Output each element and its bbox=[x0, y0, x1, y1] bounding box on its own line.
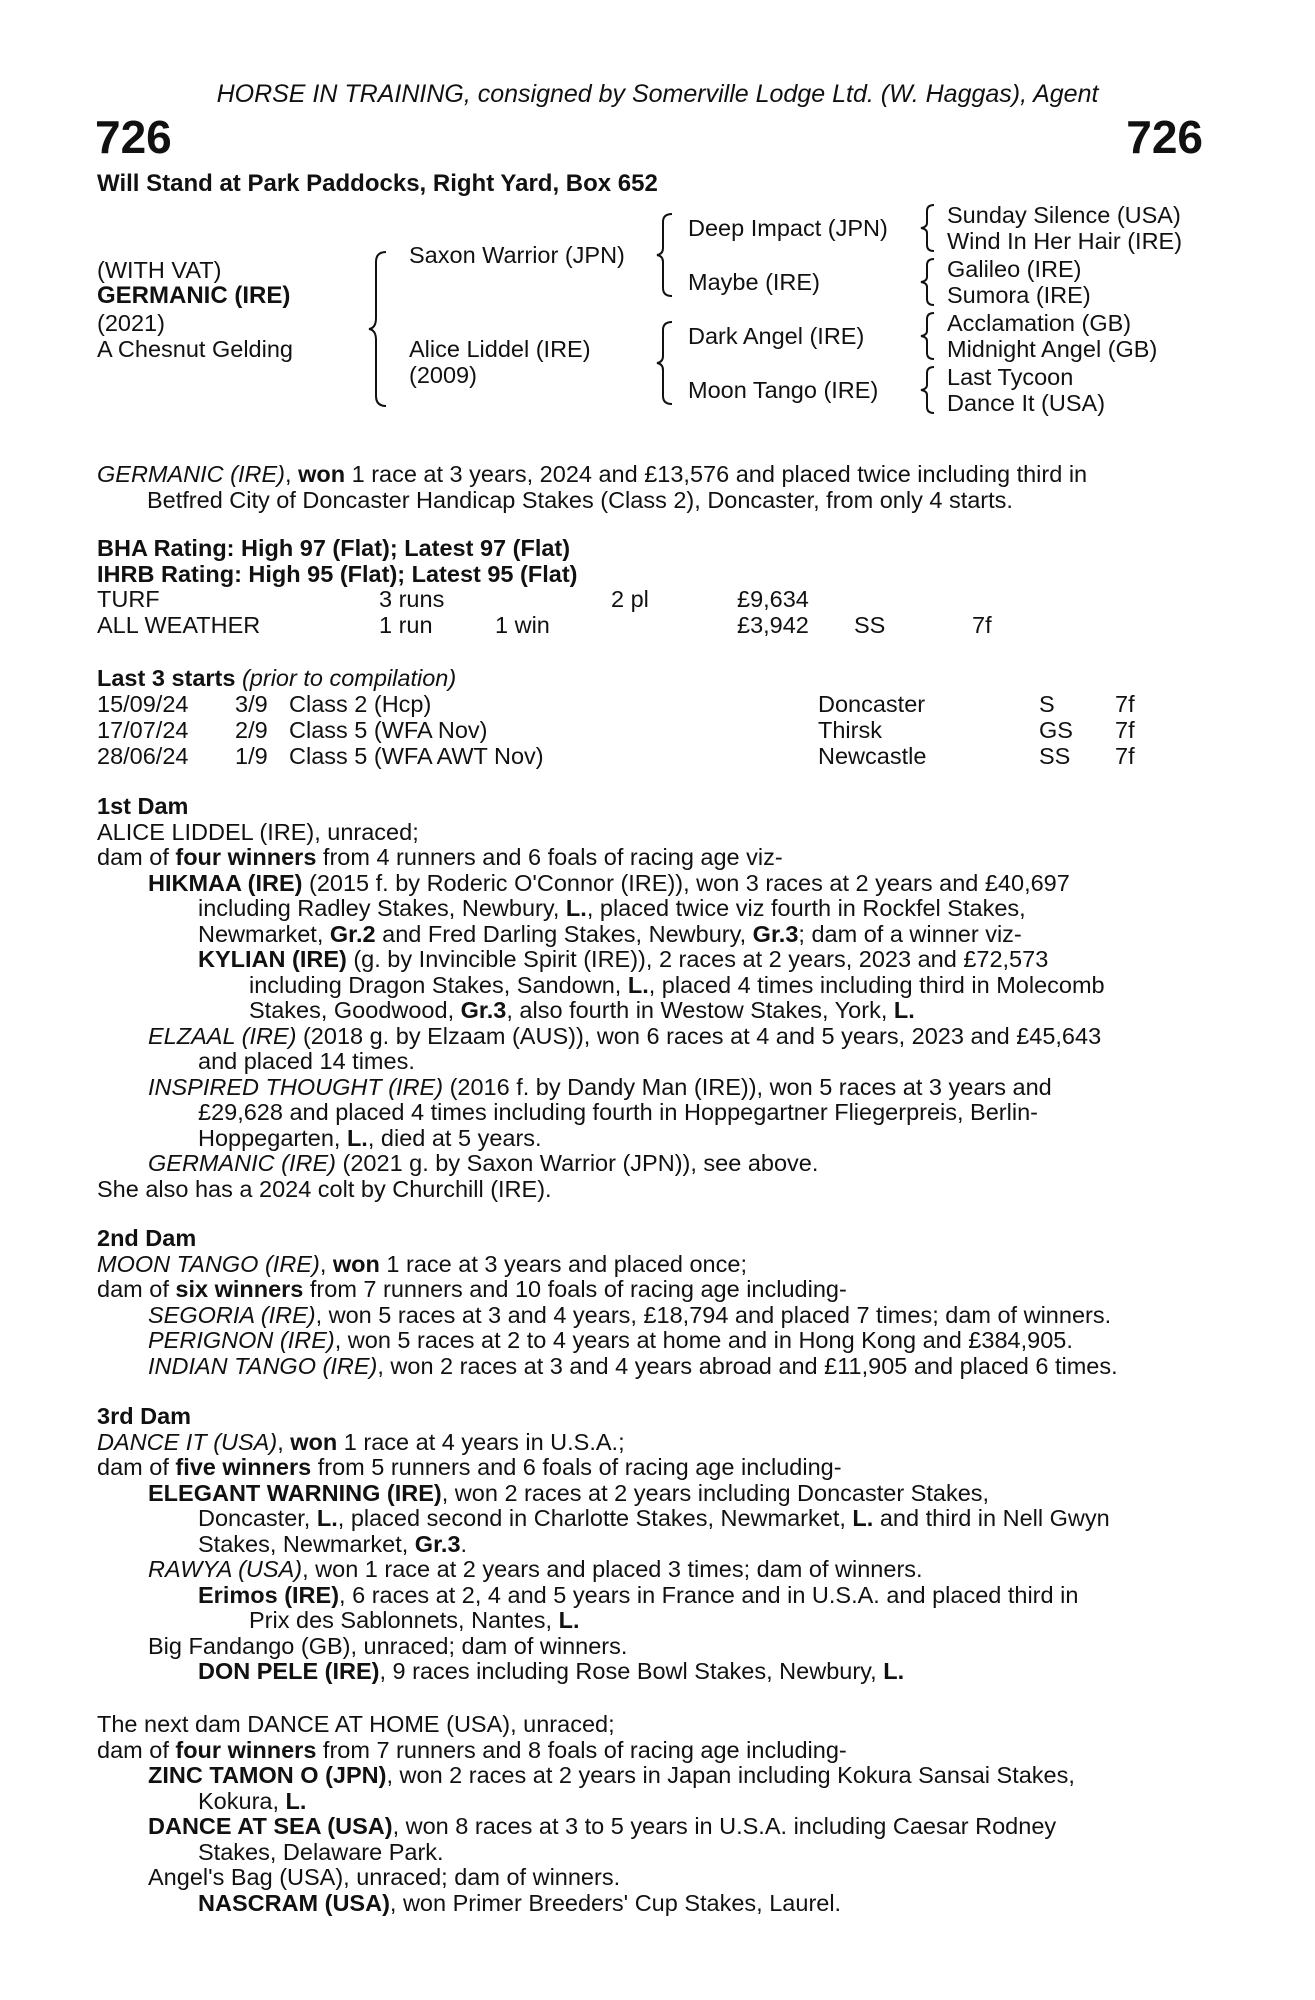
last-starts-table bbox=[97, 692, 1207, 770]
ratings-table bbox=[97, 587, 1207, 639]
indian-tango-line: INDIAN TANGO (IRE), won 2 races at 3 and 4 years abroad and £11,905 and placed 6 times. bbox=[148, 1352, 1118, 1379]
second-dam-line-2: dam of six winners from 7 runners and 10 foals of racing age including- bbox=[97, 1276, 847, 1302]
start-going: GS bbox=[1039, 717, 1073, 743]
race-summary: GERMANIC (IRE), won 1 race at 3 years, 2024 and £13,576 and placed twice including third in Betfred City of Doncaster Handicap Stakes (Class 2), Doncaster, from only 4 starts. bbox=[97, 462, 1207, 513]
stand-location: Will Stand at Park Paddocks, Right Yard, Box 652 bbox=[97, 170, 658, 197]
perignon-line: PERIGNON (IRE), won 5 races at 2 to 4 years at home and in Hong Kong and £384,905. bbox=[148, 1327, 1073, 1353]
start-date: 17/07/24 bbox=[97, 717, 189, 743]
sire-sire: Deep Impact (JPN) bbox=[688, 215, 888, 241]
dam-sire: Dark Angel (IRE) bbox=[688, 323, 865, 349]
rawya-line: RAWYA (USA), won 1 race at 2 years and placed 3 times; dam of winners. bbox=[148, 1556, 923, 1582]
brace-sd bbox=[918, 256, 938, 308]
horse-name: GERMANIC (IRE) bbox=[97, 282, 291, 309]
start-race: Class 2 (Hcp) bbox=[289, 691, 432, 717]
first-dam-line-1: ALICE LIDDEL (IRE), unraced; bbox=[97, 818, 419, 845]
third-dam-title: 3rd Dam bbox=[97, 1403, 192, 1429]
ratings-row-going: SS bbox=[854, 612, 886, 638]
start-going: S bbox=[1039, 691, 1055, 717]
ratings-row-money: £9,634 bbox=[737, 586, 809, 612]
kylian-line-2: including Dragon Stakes, Sandown, L., placed 4 times including third in Molecomb bbox=[249, 971, 1105, 998]
dance-at-sea-line-2: Stakes, Delaware Park. bbox=[198, 1838, 444, 1865]
gg-dam-1: Wind In Her Hair (IRE) bbox=[947, 228, 1183, 254]
bha-rating: BHA Rating: High 97 (Flat); Latest 97 (Flat) bbox=[97, 535, 571, 561]
hikmaa-line-1: HIKMAA (IRE) (2015 f. by Roderic O'Connor (IRE)), won 3 races at 2 years and £40,697 bbox=[148, 869, 1070, 896]
summary-won: won bbox=[298, 461, 346, 487]
ratings-row-wins: 1 win bbox=[495, 612, 550, 638]
ratings-row-runs: 1 run bbox=[379, 612, 433, 638]
sire-dam: Maybe (IRE) bbox=[688, 269, 820, 295]
elzaal-line-2: and placed 14 times. bbox=[198, 1048, 415, 1074]
gg-dam-4: Dance It (USA) bbox=[947, 390, 1106, 416]
first-dam-section bbox=[97, 794, 1207, 1202]
ratings-section bbox=[97, 536, 1207, 587]
start-dist: 7f bbox=[1115, 717, 1135, 743]
elegant-warning-line-2: Doncaster, L., placed second in Charlotte Stakes, Newmarket, L. and third in Nell Gwyn bbox=[198, 1505, 1110, 1531]
first-dam-also: She also has a 2024 colt by Churchill (IRE). bbox=[97, 1175, 552, 1202]
start-going: SS bbox=[1039, 743, 1071, 769]
zinc-tamon-line-1: ZINC TAMON O (JPN), won 2 races at 2 years in Japan including Kokura Sansai Stakes, bbox=[148, 1762, 1075, 1788]
start-position: 2/9 bbox=[235, 717, 268, 743]
third-dam-line-1: DANCE IT (USA), won 1 race at 4 years in U.S.A.; bbox=[97, 1428, 625, 1455]
dam-dam: Moon Tango (IRE) bbox=[688, 377, 879, 403]
inspired-line-2: £29,628 and placed 4 times including fourth in Hoppegartner Fliegerpreis, Berlin- bbox=[198, 1099, 1038, 1125]
next-dam-section bbox=[97, 1712, 1207, 1916]
summary-horse-name: GERMANIC (IRE) bbox=[97, 461, 285, 487]
gg-sire-3: Acclamation (GB) bbox=[947, 310, 1132, 336]
start-dist: 7f bbox=[1115, 691, 1135, 717]
third-dam-line-2: dam of five winners from 5 runners and 6 foals of racing age including- bbox=[97, 1454, 842, 1480]
page-header: HORSE IN TRAINING, consigned by Somerville Lodge Ltd. (W. Haggas), Agent bbox=[216, 80, 1099, 108]
zinc-tamon-line-2: Kokura, L. bbox=[198, 1787, 307, 1814]
hikmaa-line-2: including Radley Stakes, Newbury, L., placed twice viz fourth in Rockfel Stakes, bbox=[198, 895, 1026, 921]
lot-number-left: 726 bbox=[95, 111, 172, 163]
first-dam-line-2: dam of four winners from 4 runners and 6 foals of racing age viz- bbox=[97, 844, 783, 870]
lot-number-right: 726 bbox=[1126, 111, 1203, 163]
second-dam-section bbox=[97, 1226, 1207, 1379]
next-dam-line-1: The next dam DANCE AT HOME (USA), unraced; bbox=[97, 1711, 615, 1737]
sire-name: Saxon Warrior (JPN) bbox=[409, 242, 625, 268]
horse-year: (2021) bbox=[97, 310, 165, 336]
elzaal-line-1: ELZAAL (IRE) (2018 g. by Elzaam (AUS)), won 6 races at 4 and 5 years, 2023 and £45,643 bbox=[148, 1022, 1102, 1049]
start-date: 15/09/24 bbox=[97, 691, 189, 717]
don-pele-line: DON PELE (IRE), 9 races including Rose Bowl Stakes, Newbury, L. bbox=[198, 1658, 905, 1684]
hikmaa-line-3: Newmarket, Gr.2 and Fred Darling Stakes, Newbury, Gr.3; dam of a winner viz- bbox=[198, 920, 1022, 947]
erimos-line-1: Erimos (IRE), 6 races at 2, 4 and 5 years in France and in U.S.A. and placed third in bbox=[198, 1581, 1079, 1608]
dam-name: Alice Liddel (IRE) bbox=[409, 336, 591, 362]
dance-at-sea-line-1: DANCE AT SEA (USA), won 8 races at 3 to 5 years in U.S.A. including Caesar Rodney bbox=[148, 1813, 1057, 1839]
elegant-warning-line-1: ELEGANT WARNING (IRE), won 2 races at 2 years including Doncaster Stakes, bbox=[148, 1479, 990, 1506]
ratings-row-dist: 7f bbox=[972, 612, 992, 638]
horse-vat: (WITH VAT) bbox=[97, 257, 222, 283]
third-dam-section bbox=[97, 1404, 1207, 1685]
start-dist: 7f bbox=[1115, 743, 1135, 769]
ihrb-rating: IHRB Rating: High 95 (Flat); Latest 95 (Flat) bbox=[97, 560, 578, 587]
sire-brace bbox=[654, 210, 676, 300]
elegant-warning-line-3: Stakes, Newmarket, Gr.3. bbox=[198, 1530, 468, 1557]
brace-dd bbox=[918, 364, 938, 416]
gg-sire-4: Last Tycoon bbox=[947, 364, 1074, 390]
next-dam-line-2: dam of four winners from 7 runners and 8 foals of racing age including- bbox=[97, 1736, 847, 1763]
pedigree-brace-main bbox=[366, 248, 390, 410]
dam-year: (2009) bbox=[409, 362, 477, 388]
gg-sire-2: Galileo (IRE) bbox=[947, 256, 1082, 282]
germanic-line: GERMANIC (IRE) (2021 g. by Saxon Warrior (JPN)), see above. bbox=[148, 1150, 819, 1176]
ratings-row-surface: ALL WEATHER bbox=[97, 612, 261, 638]
nascram-line: NASCRAM (USA), won Primer Breeders' Cup Stakes, Laurel. bbox=[198, 1889, 842, 1916]
first-dam-title: 1st Dam bbox=[97, 793, 189, 819]
start-course: Newcastle bbox=[818, 743, 927, 769]
inspired-line-3: Hoppegarten, L., died at 5 years. bbox=[198, 1124, 542, 1151]
dam-brace bbox=[654, 318, 676, 408]
start-position: 3/9 bbox=[235, 691, 268, 717]
gg-dam-3: Midnight Angel (GB) bbox=[947, 336, 1158, 362]
second-dam-line-1: MOON TANGO (IRE), won 1 race at 3 years and placed once; bbox=[97, 1250, 747, 1277]
start-race: Class 5 (WFA AWT Nov) bbox=[289, 743, 544, 769]
big-fandango-line: Big Fandango (GB), unraced; dam of winners. bbox=[148, 1632, 628, 1659]
gg-dam-2: Sumora (IRE) bbox=[947, 282, 1091, 308]
start-position: 1/9 bbox=[235, 743, 268, 769]
ratings-row-surface: TURF bbox=[97, 586, 160, 612]
erimos-line-2: Prix des Sablonnets, Nantes, L. bbox=[249, 1607, 580, 1633]
start-race: Class 5 (WFA Nov) bbox=[289, 717, 488, 743]
last-starts-heading: Last 3 starts (prior to compilation) bbox=[97, 665, 457, 691]
summary-text-1: 1 race at 3 years, 2024 and £13,576 and placed twice including third in bbox=[345, 461, 1088, 487]
gg-sire-1: Sunday Silence (USA) bbox=[947, 202, 1181, 228]
kylian-line-1: KYLIAN (IRE) (g. by Invincible Spirit (IRE)), 2 races at 2 years, 2023 and £72,573 bbox=[198, 946, 1049, 972]
inspired-line-1: INSPIRED THOUGHT (IRE) (2016 f. by Dandy Man (IRE)), won 5 races at 3 years and bbox=[148, 1073, 1052, 1100]
second-dam-title: 2nd Dam bbox=[97, 1225, 197, 1251]
ratings-row-money: £3,942 bbox=[737, 612, 809, 638]
kylian-line-3: Stakes, Goodwood, Gr.3, also fourth in Westow Stakes, York, L. bbox=[249, 997, 915, 1023]
horse-description: A Chesnut Gelding bbox=[97, 336, 293, 362]
start-course: Doncaster bbox=[818, 691, 926, 717]
ratings-row-placed: 2 pl bbox=[611, 586, 649, 612]
segoria-line: SEGORIA (IRE), won 5 races at 3 and 4 years, £18,794 and placed 7 times; dam of winners. bbox=[148, 1301, 1112, 1328]
start-course: Thirsk bbox=[818, 717, 882, 743]
start-date: 28/06/24 bbox=[97, 743, 189, 769]
brace-ss bbox=[918, 202, 938, 254]
ratings-row-runs: 3 runs bbox=[379, 586, 445, 612]
summary-text-2: Betfred City of Doncaster Handicap Stakes (Class 2), Doncaster, from only 4 starts. bbox=[147, 486, 1013, 513]
angels-bag-line: Angel's Bag (USA), unraced; dam of winners. bbox=[148, 1864, 621, 1890]
brace-ds bbox=[918, 310, 938, 362]
